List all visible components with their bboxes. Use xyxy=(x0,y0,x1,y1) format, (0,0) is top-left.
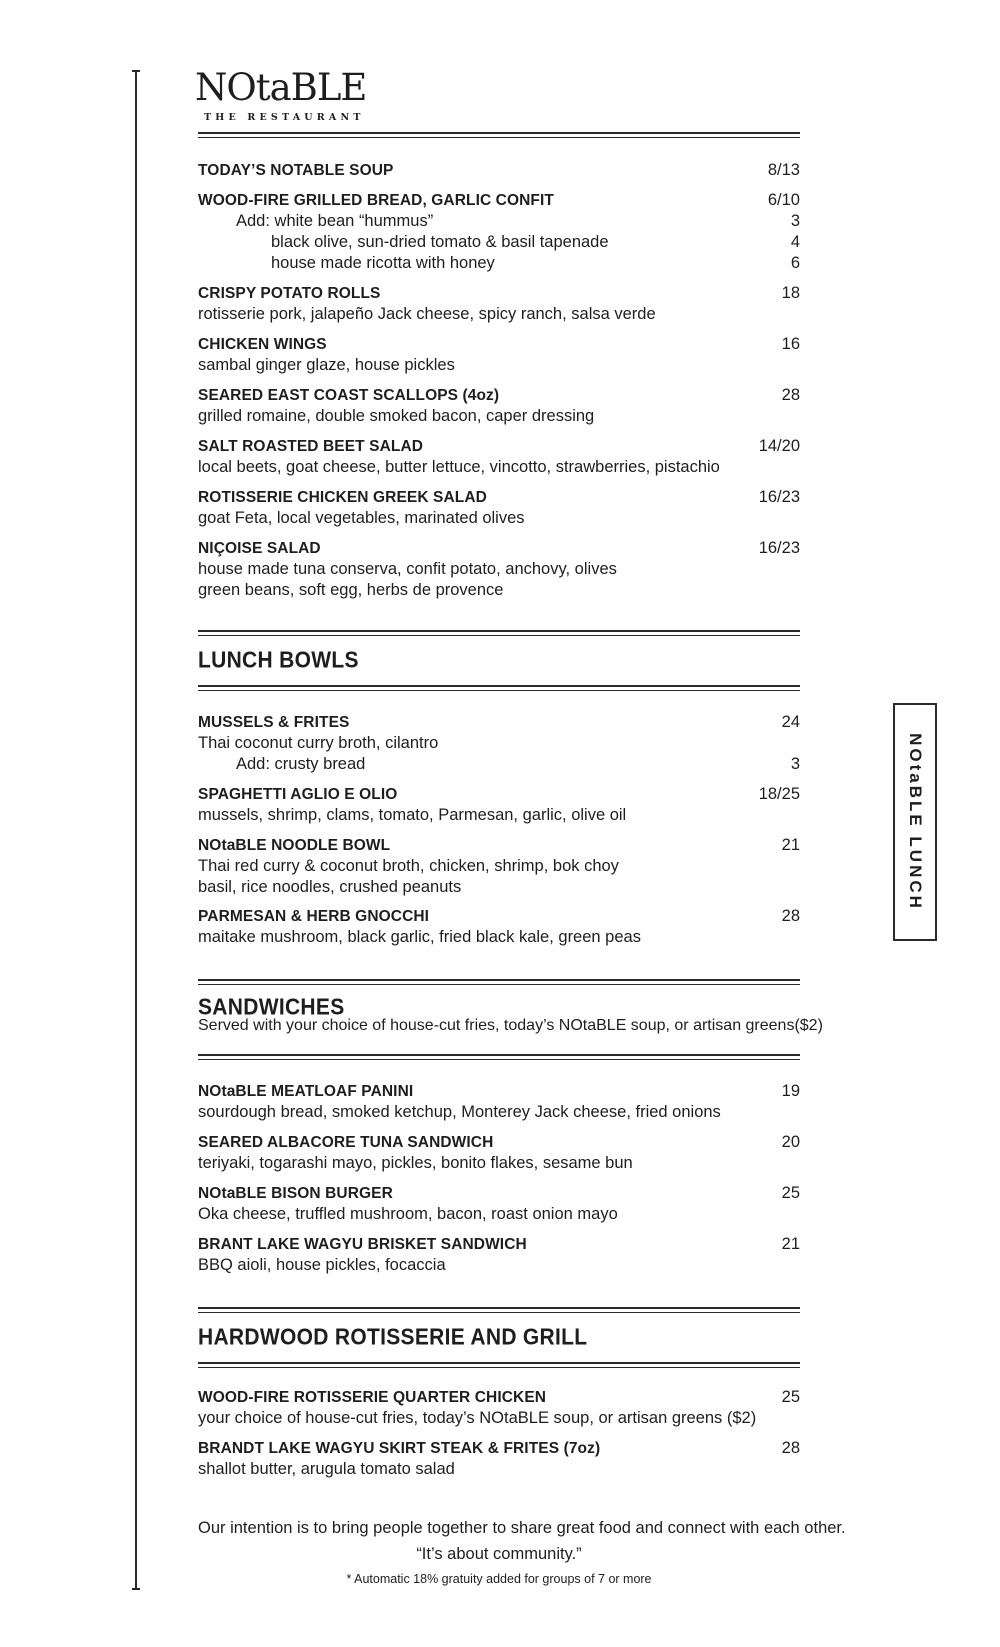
addon-price: 3 xyxy=(790,212,800,230)
item-name: SEARED EAST COAST SCALLOPS (4oz) xyxy=(198,387,500,404)
item-description: green beans, soft egg, herbs de provence xyxy=(198,581,504,599)
section-title-lunch-bowls: LUNCH BOWLS xyxy=(198,648,359,673)
item-name: PARMESAN & HERB GNOCCHI xyxy=(198,908,430,925)
item-description: goat Feta, local vegetables, marinated olives xyxy=(198,509,525,527)
item-price: 25 xyxy=(781,1184,800,1202)
section-divider xyxy=(198,685,800,687)
item-name: BRANDT LAKE WAGYU SKIRT STEAK & FRITES (7oz) xyxy=(198,1440,601,1457)
item-price: 8/13 xyxy=(767,161,800,179)
menu-item xyxy=(198,436,800,478)
logo-wordmark: NOtaBLE xyxy=(195,66,367,109)
item-price: 28 xyxy=(781,1439,800,1457)
sandwiches-subtitle-price: ($2) xyxy=(794,1017,823,1034)
item-description: mussels, shrimp, clams, tomato, Parmesan, garlic, olive oil xyxy=(198,806,627,824)
section-divider xyxy=(198,630,800,632)
item-description: Thai red curry & coconut broth, chicken, shrimp, bok choy xyxy=(198,857,619,875)
item-description: shallot butter, arugula tomato salad xyxy=(198,1460,455,1478)
item-description: Thai coconut curry broth, cilantro xyxy=(198,734,439,752)
menu-item xyxy=(198,835,800,898)
menu-item xyxy=(198,1438,800,1480)
menu-footer xyxy=(198,1515,846,1589)
item-name: SEARED ALBACORE TUNA SANDWICH xyxy=(198,1134,494,1151)
addon-text: white bean “hummus” xyxy=(274,212,434,230)
item-description: maitake mushroom, black garlic, fried black kale, green peas xyxy=(198,928,641,946)
item-price: 20 xyxy=(781,1133,800,1151)
menu-item xyxy=(198,1132,800,1174)
item-price: 6/10 xyxy=(767,191,800,209)
item-name: WOOD-FIRE GRILLED BREAD, GARLIC CONFIT xyxy=(198,192,554,209)
item-name: CRISPY POTATO ROLLS xyxy=(198,285,381,302)
menu-item xyxy=(198,160,800,181)
header-divider xyxy=(198,132,800,134)
item-name: TODAY’S NOTABLE SOUP xyxy=(198,162,394,179)
addon-price: 4 xyxy=(790,233,800,251)
logo-subtitle: THE RESTAURANT xyxy=(204,112,365,123)
item-price: 28 xyxy=(781,907,800,925)
item-price: 18 xyxy=(781,284,800,302)
item-price: 21 xyxy=(781,836,800,854)
section-divider xyxy=(198,1362,800,1364)
item-description: rotisserie pork, jalapeño Jack cheese, spicy ranch, salsa verde xyxy=(198,305,656,323)
item-name: NOtaBLE MEATLOAF PANINI xyxy=(198,1083,414,1100)
item-price: 18/25 xyxy=(758,785,800,803)
item-name: ROTISSERIE CHICKEN GREEK SALAD xyxy=(198,489,487,506)
item-price: 16/23 xyxy=(758,539,800,557)
addon-line xyxy=(198,232,800,253)
side-tab-label: NOtaBLE LUNCH xyxy=(906,733,925,911)
addon-line xyxy=(198,211,800,232)
addon-line xyxy=(198,754,800,775)
item-description: Oka cheese, truffled mushroom, bacon, roast onion mayo xyxy=(198,1205,618,1223)
sandwiches-subtitle-text: Served with your choice of house-cut fries, today’s NOtaBLE soup, or artisan greens xyxy=(198,1017,795,1034)
item-description: basil, rice noodles, crushed peanuts xyxy=(198,878,462,896)
section-divider xyxy=(198,979,800,981)
menu-item xyxy=(198,1234,800,1276)
addon-line xyxy=(198,253,800,274)
item-name: CHICKEN WINGS xyxy=(198,336,327,353)
item-price: 24 xyxy=(781,713,800,731)
item-price: 16 xyxy=(781,335,800,353)
item-description: local beets, goat cheese, butter lettuce, vincotto, strawberries, pistachio xyxy=(198,458,720,476)
addon-text: black olive, sun-dried tomato & basil tapenade xyxy=(271,233,609,251)
menu-item xyxy=(198,906,800,948)
item-description: BBQ aioli, house pickles, focaccia xyxy=(198,1256,446,1274)
menu-item xyxy=(198,712,800,775)
item-price: 25 xyxy=(781,1388,800,1406)
restaurant-logo xyxy=(195,66,367,123)
item-name: WOOD-FIRE ROTISSERIE QUARTER CHICKEN xyxy=(198,1389,547,1406)
binder-margin-line xyxy=(135,70,137,1590)
item-description: grilled romaine, double smoked bacon, caper dressing xyxy=(198,407,595,425)
item-description: sambal ginger glaze, house pickles xyxy=(198,356,455,374)
intention-statement: Our intention is to bring people together to share great food and connect with each other. xyxy=(198,1519,846,1537)
menu-item xyxy=(198,283,800,325)
item-name: SALT ROASTED BEET SALAD xyxy=(198,438,424,455)
item-price: 16/23 xyxy=(758,488,800,506)
menu-item xyxy=(198,190,800,274)
menu-item xyxy=(198,538,800,601)
item-name: NIÇOISE SALAD xyxy=(198,540,321,557)
addon-text: house made ricotta with honey xyxy=(271,254,495,272)
addon-prefix: Add: xyxy=(236,755,270,773)
addon-text: crusty bread xyxy=(274,755,366,773)
item-price: 21 xyxy=(781,1235,800,1253)
item-name: MUSSELS & FRITES xyxy=(198,714,350,731)
community-quote: “It’s about community.” xyxy=(416,1545,582,1563)
addon-price: 6 xyxy=(790,254,800,272)
side-tab xyxy=(893,703,937,941)
menu-item xyxy=(198,784,800,826)
section-subtitle xyxy=(198,1016,823,1036)
item-price: 28 xyxy=(781,386,800,404)
section-divider xyxy=(198,1054,800,1056)
addon-price: 3 xyxy=(790,755,800,773)
item-name: NOtaBLE BISON BURGER xyxy=(198,1185,393,1202)
item-description: sourdough bread, smoked ketchup, Monterey Jack cheese, fried onions xyxy=(198,1103,721,1121)
item-description: house made tuna conserva, confit potato, anchovy, olives xyxy=(198,560,617,578)
item-name: SPAGHETTI AGLIO E OLIO xyxy=(198,786,398,803)
item-name: NOtaBLE NOODLE BOWL xyxy=(198,837,391,854)
menu-item xyxy=(198,1387,800,1429)
gratuity-note: * Automatic 18% gratuity added for groups of 7 or more xyxy=(346,1572,652,1586)
item-description: teriyaki, togarashi mayo, pickles, bonito flakes, sesame bun xyxy=(198,1154,633,1172)
menu-item xyxy=(198,385,800,427)
menu-item xyxy=(198,1183,800,1225)
section-divider xyxy=(198,1307,800,1309)
menu-item xyxy=(198,1081,800,1123)
item-price: 14/20 xyxy=(758,437,800,455)
menu-item xyxy=(198,334,800,376)
menu-item xyxy=(198,487,800,529)
addon-prefix: Add: xyxy=(236,212,270,230)
section-title-sandwiches: SANDWICHES xyxy=(198,995,345,1020)
item-name: BRANT LAKE WAGYU BRISKET SANDWICH xyxy=(198,1236,527,1253)
item-price: 19 xyxy=(781,1082,800,1100)
section-title-rotisserie: HARDWOOD ROTISSERIE AND GRILL xyxy=(198,1325,588,1350)
item-description: your choice of house-cut fries, today’s NOtaBLE soup, or artisan greens ($2) xyxy=(198,1409,757,1427)
